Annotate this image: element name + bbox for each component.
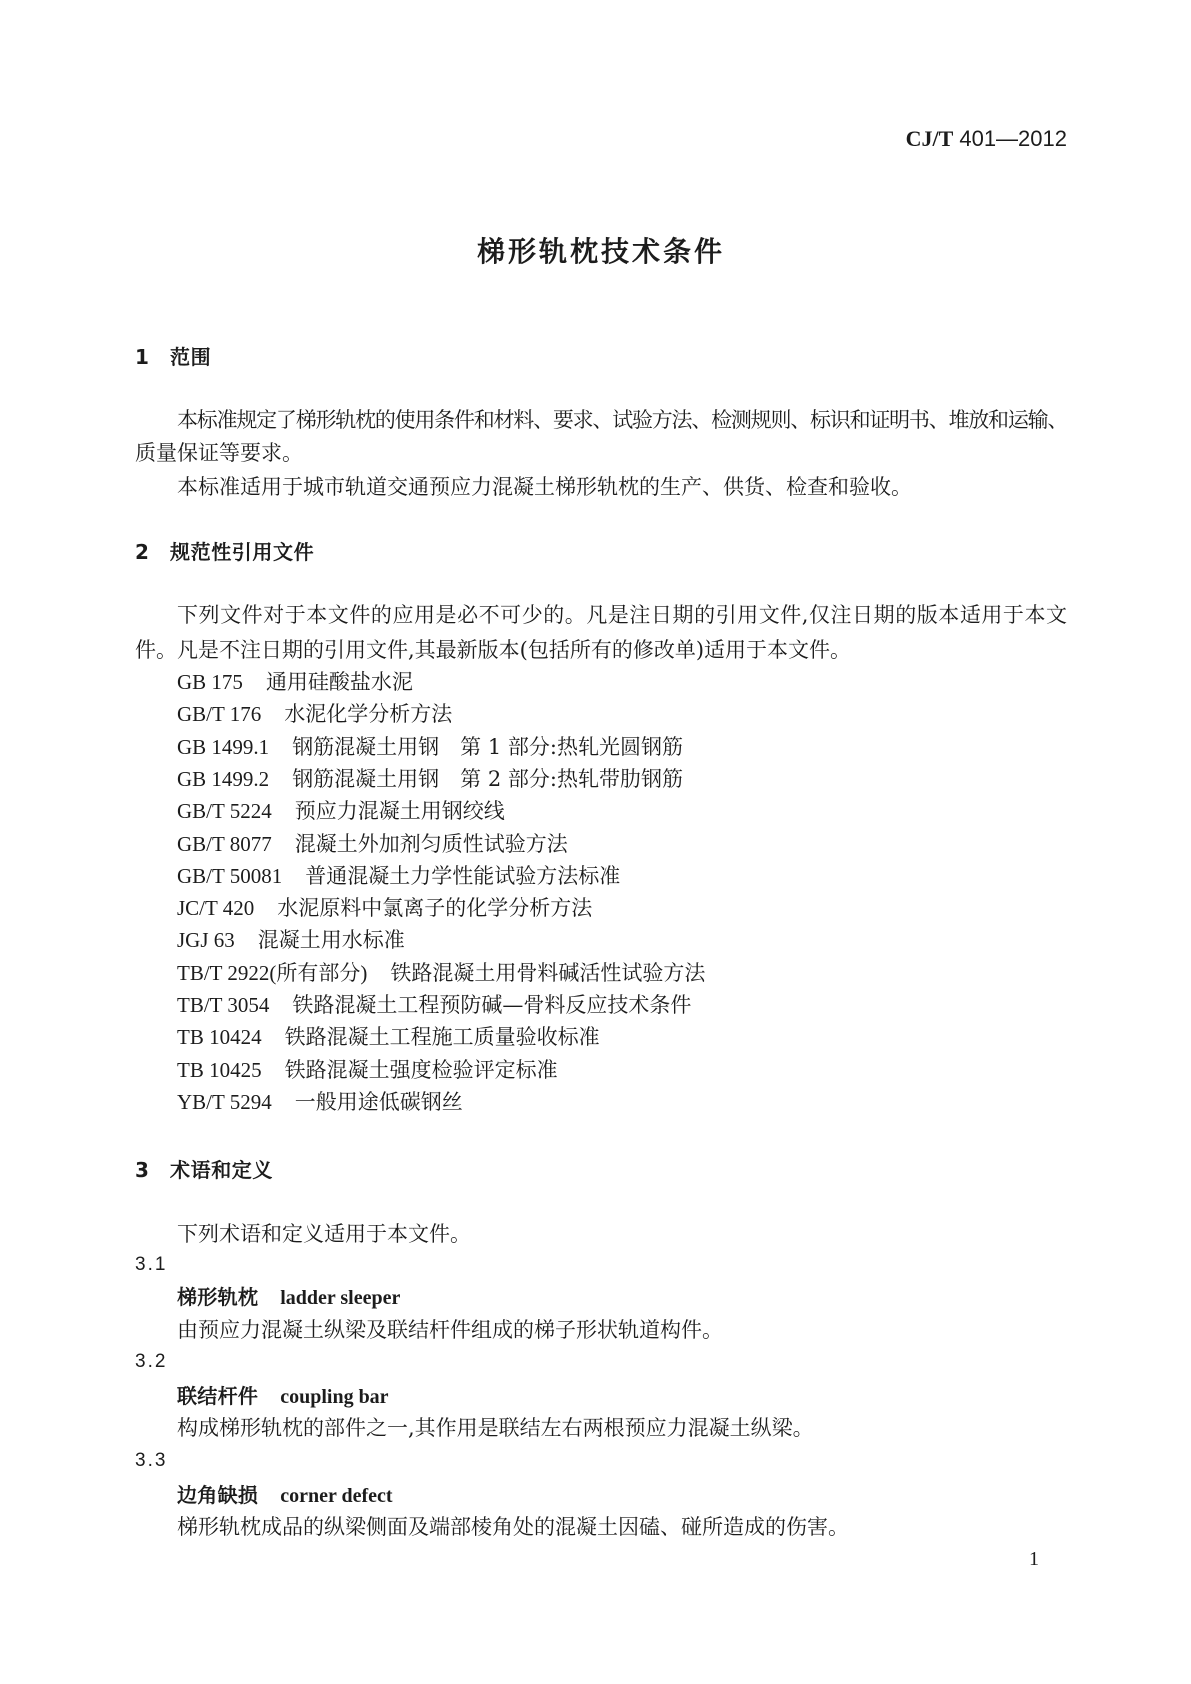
reference-item	[135, 796, 1067, 826]
reference-title: 钢筋混凝土用钢 第 1 部分:热轧光圆钢筋	[292, 735, 683, 759]
reference-code: JGJ 63	[177, 928, 235, 952]
reference-code: GB/T 176	[177, 702, 262, 726]
term-entry	[135, 1282, 1067, 1313]
term-definition: 构成梯形轨枕的部件之一,其作用是联结左右两根预应力混凝土纵梁。	[177, 1416, 814, 1440]
reference-item	[135, 764, 1067, 794]
reference-code: TB/T 2922(所有部分)	[177, 961, 368, 985]
section-number: 3	[135, 1158, 149, 1182]
document-code	[135, 127, 1067, 152]
section-heading	[135, 1155, 1067, 1185]
paragraph-line: 下列文件对于本文件的应用是必不可少的。凡是注日期的引用文件,仅注日期的版本适用于本文	[177, 603, 1067, 627]
section-heading	[135, 342, 1067, 372]
reference-item	[135, 1087, 1067, 1117]
reference-code: TB 10424	[177, 1025, 262, 1049]
reference-title: 钢筋混凝土用钢 第 2 部分:热轧带肋钢筋	[292, 767, 683, 791]
reference-title: 铁路混凝土工程施工质量验收标准	[284, 1025, 600, 1049]
section-heading	[135, 537, 1067, 567]
reference-item	[135, 990, 1067, 1020]
term-entry	[135, 1480, 1067, 1511]
reference-code: GB 175	[177, 670, 243, 694]
paragraph-line: 本标准规定了梯形轨枕的使用条件和材料、要求、试验方法、检测规则、标识和证明书、堆放和运输、	[177, 408, 1067, 432]
reference-title: 混凝土用水标准	[257, 928, 405, 952]
reference-title: 水泥原料中氯离子的化学分析方法	[277, 896, 593, 920]
section-title: 规范性引用文件	[170, 540, 315, 564]
reference-item	[135, 958, 1067, 988]
reference-title: 铁路混凝土用骨料碱活性试验方法	[390, 961, 706, 985]
paragraph-line: 本标准适用于城市轨道交通预应力混凝土梯形轨枕的生产、供货、检查和验收。	[177, 475, 912, 499]
term-english: ladder sleeper	[280, 1287, 401, 1309]
section-title: 术语和定义	[170, 1158, 273, 1182]
reference-item	[135, 1022, 1067, 1052]
reference-item	[135, 829, 1067, 859]
paragraph-line: 件。凡是不注日期的引用文件,其最新版本(包括所有的修改单)适用于本文件。	[135, 638, 852, 662]
term-entry	[135, 1381, 1067, 1412]
reference-title: 铁路混凝土强度检验评定标准	[284, 1058, 558, 1082]
reference-code: GB 1499.1	[177, 735, 270, 759]
reference-code: JC/T 420	[177, 896, 255, 920]
reference-title: 水泥化学分析方法	[284, 702, 453, 726]
reference-code: YB/T 5294	[177, 1090, 272, 1114]
reference-item	[135, 732, 1067, 762]
reference-code: GB 1499.2	[177, 767, 270, 791]
reference-title: 一般用途低碳钢丝	[294, 1090, 463, 1114]
term-english: corner defect	[280, 1485, 393, 1507]
term-chinese: 联结杆件	[177, 1384, 259, 1408]
term-chinese: 梯形轨枕	[177, 1285, 259, 1309]
document-title: 梯形轨枕技术条件	[476, 235, 725, 268]
reference-item	[135, 893, 1067, 923]
document-code-number: 401—2012	[959, 126, 1067, 151]
reference-title: 通用硅酸盐水泥	[265, 670, 413, 694]
paragraph-line: 质量保证等要求。	[135, 441, 303, 465]
section-title: 范围	[170, 345, 212, 369]
document-code-prefix: CJ/T	[905, 126, 954, 151]
reference-code: GB/T 5224	[177, 799, 272, 823]
term-number: 3.3	[135, 1450, 168, 1471]
reference-title: 普通混凝土力学性能试验方法标准	[305, 864, 621, 888]
reference-title: 铁路混凝土工程预防碱—骨料反应技术条件	[292, 993, 692, 1017]
reference-title: 混凝土外加剂匀质性试验方法	[294, 832, 568, 856]
reference-code: TB 10425	[177, 1058, 262, 1082]
reference-code: GB/T 50081	[177, 864, 283, 888]
reference-title: 预应力混凝土用钢绞线	[294, 799, 505, 823]
term-english: coupling bar	[280, 1386, 389, 1408]
reference-item	[135, 1055, 1067, 1085]
paragraph-line: 下列术语和定义适用于本文件。	[177, 1222, 471, 1246]
section-number: 2	[135, 540, 149, 564]
page-number: 1	[1029, 1548, 1039, 1570]
term-number: 3.2	[135, 1351, 168, 1372]
term-definition: 由预应力混凝土纵梁及联结杆件组成的梯子形状轨道构件。	[177, 1318, 723, 1342]
reference-item	[135, 861, 1067, 891]
reference-code: GB/T 8077	[177, 832, 272, 856]
reference-item	[135, 699, 1067, 729]
term-number: 3.1	[135, 1254, 168, 1275]
reference-code: TB/T 3054	[177, 993, 270, 1017]
term-definition: 梯形轨枕成品的纵梁侧面及端部棱角处的混凝土因磕、碰所造成的伤害。	[177, 1515, 849, 1539]
reference-item	[135, 925, 1067, 955]
section-number: 1	[135, 345, 149, 369]
reference-item	[135, 667, 1067, 697]
term-chinese: 边角缺损	[177, 1483, 259, 1507]
